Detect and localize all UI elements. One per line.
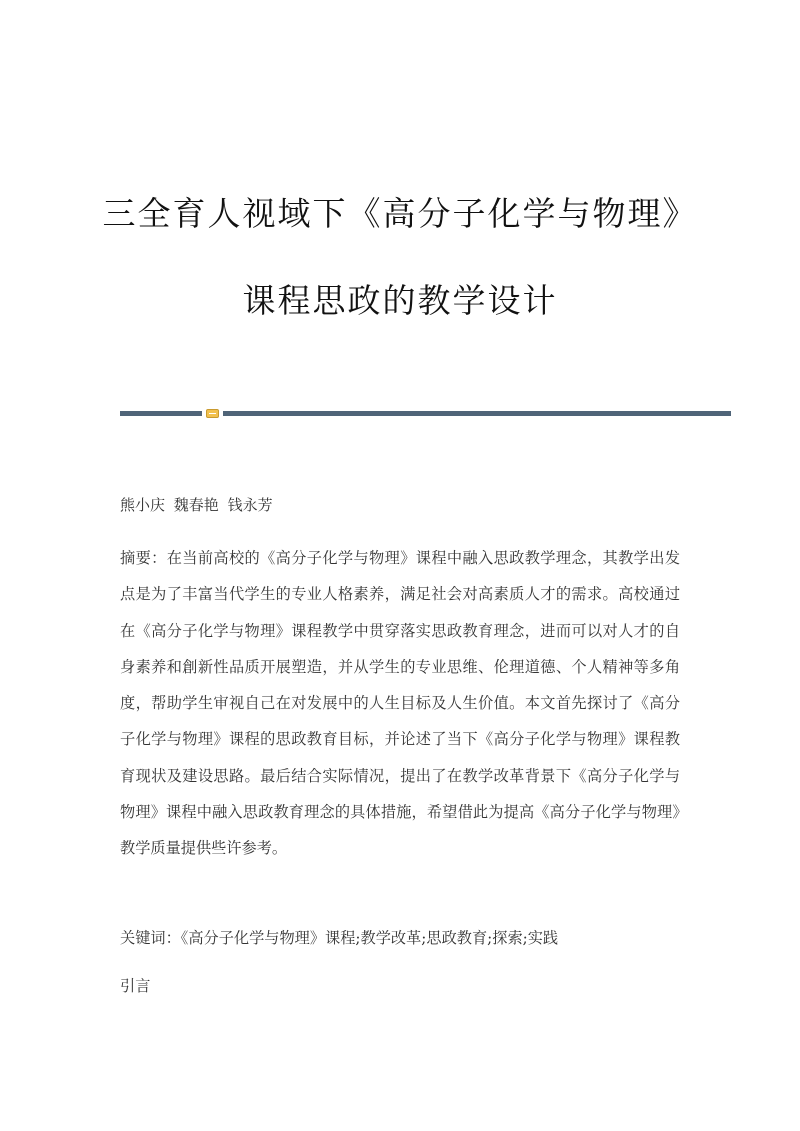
title-line-2: 课程思政的教学设计 <box>242 281 558 320</box>
author-list <box>120 494 273 515</box>
divider-right-segment <box>223 411 731 416</box>
divider-emblem-icon <box>206 409 219 418</box>
keywords <box>120 927 558 948</box>
title-divider <box>120 409 731 417</box>
author-name: 魏春艳 <box>173 496 219 514</box>
title-line-1: 三全育人视域下《高分子化学与物理》 <box>102 194 698 233</box>
keywords-label: 关键词： <box>120 929 181 947</box>
abstract-label: 摘要： <box>120 549 167 567</box>
author-name: 熊小庆 <box>120 496 166 514</box>
keywords-text: 《高分子化学与物理》课程;教学改革;思政教育;探索;实践 <box>180 929 559 947</box>
intro-heading: 引言 <box>120 977 151 995</box>
author-name: 钱永芳 <box>227 496 273 514</box>
abstract <box>120 540 680 867</box>
divider-left-segment <box>120 411 202 416</box>
abstract-text: 在当前高校的《高分子化学与物理》课程中融入思政教学理念，其教学出发点是为了丰富当代学生的专业人格素养，满足社会对高素质人才的需求。高校通过在《高分子化学与物理》课程教学中贯穿落实思政教育理念，进而可以对人才的自身素养和創新性品质开展塑造，并从学生的专业思维、伦理道德、个人精神等多角度，帮助学生审视自己在对发展中的人生目标及人生价值。本文首先探讨了《高分子化学与物理》课程的思政教育目标，并论述了当下《高分子化学与物理》课程教育现状及建设思路。最后结合实际情况，提出了在教学改革背景下《高分子化学与物理》课程中融入思政教育理念的具体措施，希望借此为提高《高分子化学与物理》教学质量提供些许参考。 <box>120 549 681 858</box>
